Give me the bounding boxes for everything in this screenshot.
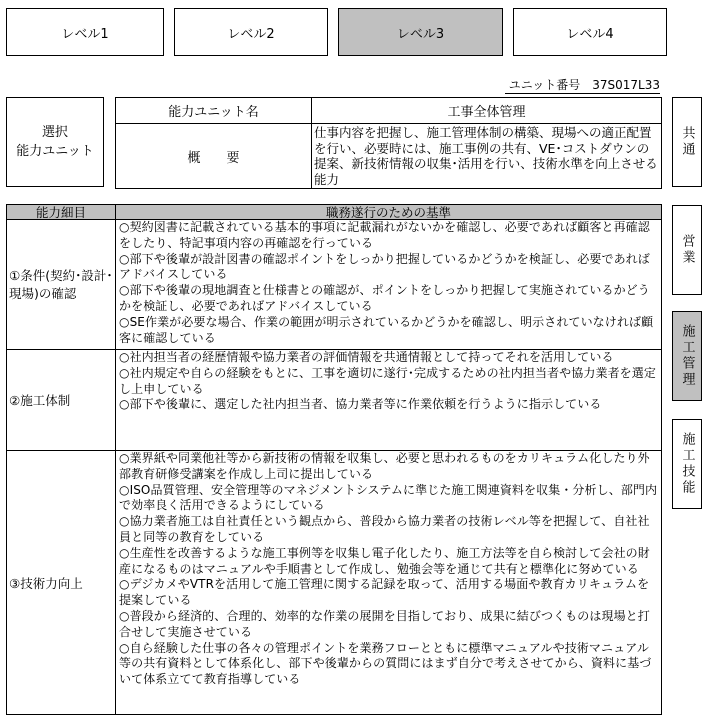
tab-common-label: 共通 [679,126,695,158]
tab-construction-skill[interactable] [672,419,702,509]
summary-value: 仕事内容を把握し、施工管理体制の構築、現場への適正配置を行い、必要時には、施工事例の共有、VE･コストダウンの提案、新技術情報の収集･活用を行い、技術水準を向上させる能力 [311,123,662,189]
tab-sales[interactable] [672,205,702,295]
criteria-item: ○社内規定や自らの経験をもとに、工事を適切に遂行･完成するための社内担当者や協力業者を選定し上申している [119,365,656,396]
level-3-label: レベル3 [396,26,445,42]
selected-unit-label: 選択 能力ユニット [6,97,104,187]
criteria-item: ○部下や後輩の現地調査と仕様書との確認が、ポイントをしっかり把握して実施されているかどうかを検証し、必要であればアドバイスしている [119,283,650,313]
criteria-detail-header: 能力細目 [6,204,116,220]
criteria-item: ○ISO品質管理、安全管理等のマネジメントシステムに準じた施工関連資料を収集・分析し、部門内で効率良く活用できるようにしている [119,482,658,513]
criteria-item: ○SE作業が必要な場合、作業の範囲が明示されているかどうかを確認し、明示されていなければ顧客に確認している [119,314,654,345]
criteria-item: ○生産性を改善するような施工事例等を収集し電子化したり、施工方法等を自ら検討して会社の財産になるものはマニュアルや手順書として作成し、勉強会等を通じて共有と標準化に努めている [119,545,650,576]
level-1-button[interactable] [6,8,164,56]
section-1-title-text: ①条件(契約･設計･現場)の確認 [9,267,113,301]
criteria-item: ○協力業者施工は自社責任という観点から、普段から協力業者の技術レベル等を把握して、自社社員と同等の教育をしている [119,514,650,544]
level-4-label: レベル4 [566,26,614,42]
tab-sales-label: 営業 [679,234,695,266]
tab-construction-management-label: 施工管理 [679,324,695,388]
section-1-criteria [115,219,662,350]
summary-header: 概 要 [115,123,312,189]
level-3-button[interactable] [338,8,503,56]
level-2-button[interactable] [174,8,328,56]
criteria-item: ○普段から経済的、合理的、効率的な作業の展開を目指しており、成果に結びつくものは現場と打合せして実施させている [119,608,650,639]
criteria-item: ○自ら経験した仕事の各々の管理ポイントを業務フローとともに標準マニュアルや技術マニュアル等の共有資料として体系化し、部下や後輩からの質問にはまず自分で考えさせてから、資料に基づいて体系立てて教育指導している [119,640,652,687]
level-2-label: レベル2 [227,26,275,42]
section-3-criteria [115,450,662,715]
criteria-header: 職務遂行のための基準 [115,204,662,220]
unit-name-header: 能力ユニット名 [115,97,312,124]
criteria-item: ○契約図書に記載されている基本的事項に記載漏れがないかを確認し、必要であれば顧客と再確認をしたり、特記事項内容の再確認を行っている [119,220,650,250]
criteria-item: ○社内担当者の経歴情報や協力業者の評価情報を共通情報として持ってそれを活用している [119,350,614,364]
criteria-item: ○部下や後輩に、選定した社内担当者、協力業者等に作業依頼を行うように指示している [119,397,602,412]
tab-construction-management[interactable] [672,311,702,401]
section-2-criteria [115,349,662,451]
criteria-item: ○部下や後輩が設計図書の確認ポイントをしっかり把握しているかどうかを検証し、必要であればアドバイスしている [119,251,650,282]
section-2-title-text: ②施工体制 [9,393,71,408]
unit-name-value: 工事全体管理 [311,97,662,124]
unit-number: ユニット番号 37S017L33 [505,78,660,94]
section-3-title [6,450,116,715]
section-2-title [6,349,116,451]
tab-construction-skill-label: 施工技能 [679,432,695,496]
level-1-label: レベル1 [61,26,109,42]
tab-common[interactable] [672,97,702,187]
section-1-title [6,219,116,350]
criteria-item: ○デジカメやVTRを活用して施工管理に関する記録を取って、活用する場面や教育カリキュラムを提案している [119,577,650,608]
criteria-item: ○業界紙や同業他社等から新技術の情報を収集し、必要と思われるものをカリキュラム化したり外部教育研修受講案を作成し上司に提出している [119,451,650,481]
level-4-button[interactable] [513,8,667,56]
section-3-title-text: ③技術力向上 [9,575,83,591]
